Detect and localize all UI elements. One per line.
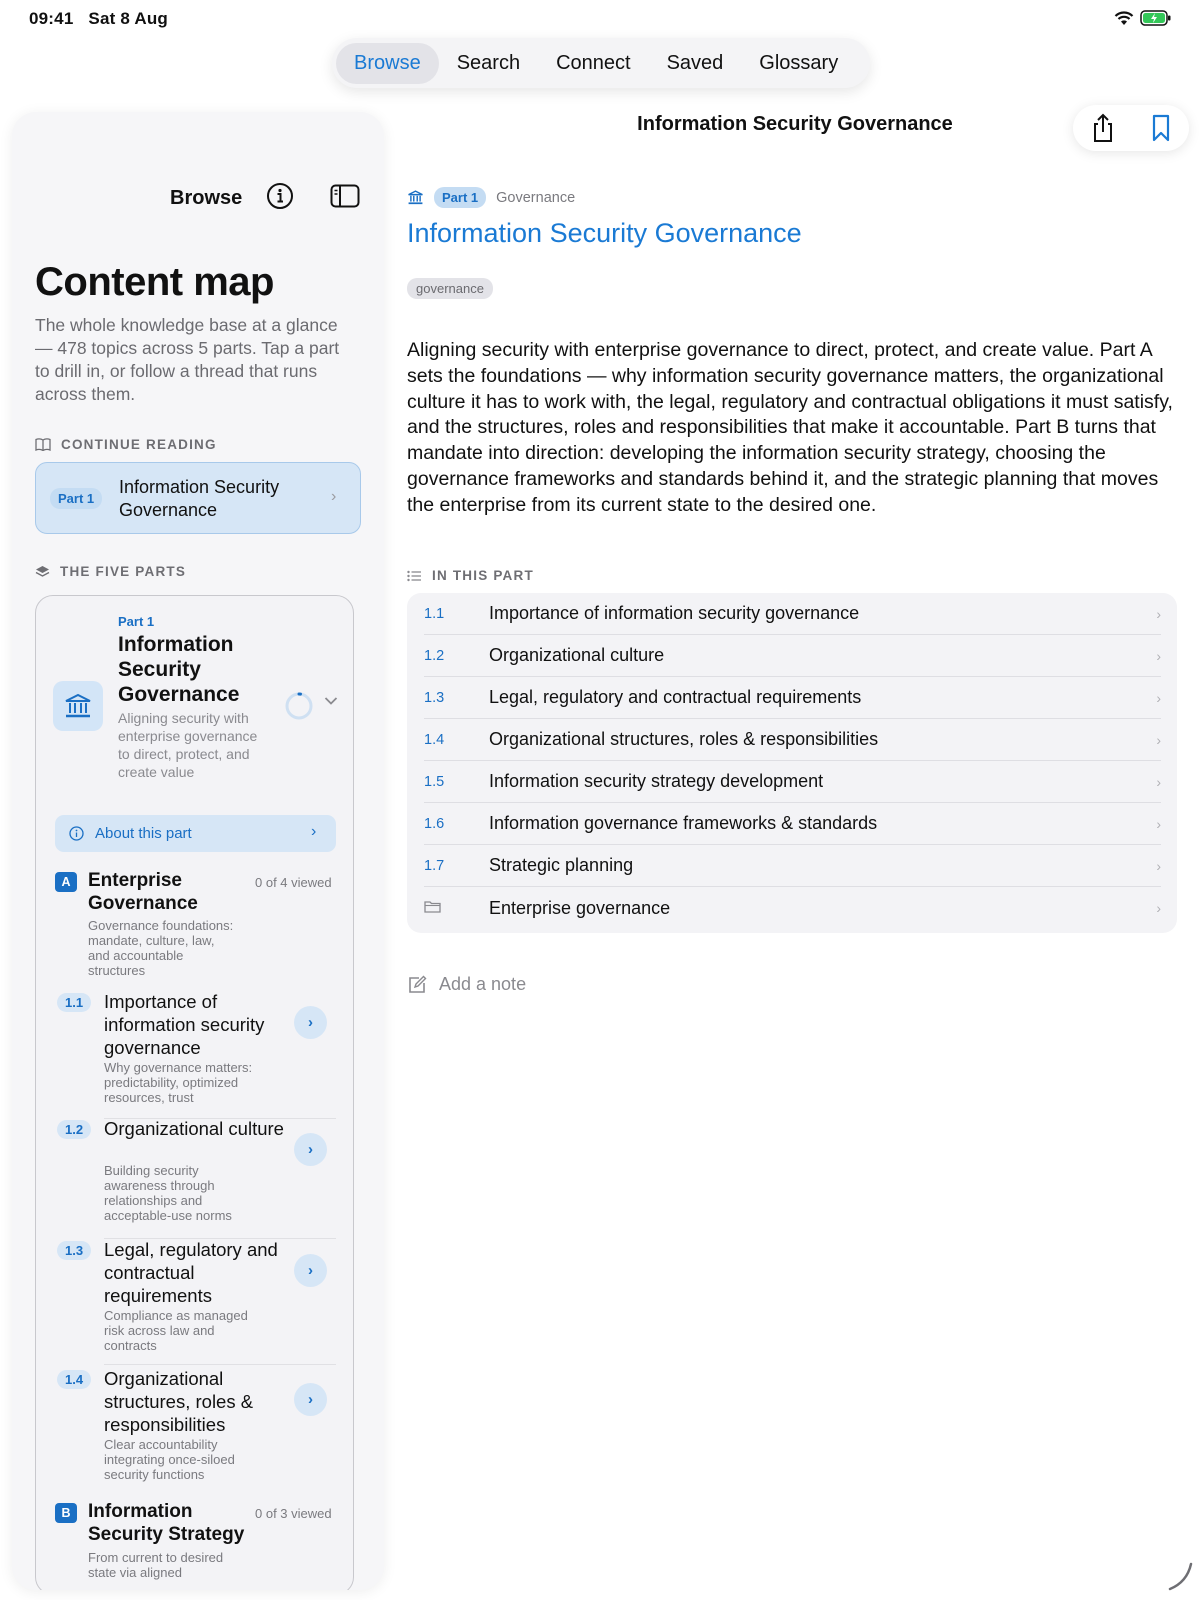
info-circle-icon	[69, 826, 84, 841]
tab-saved[interactable]: Saved	[666, 51, 724, 74]
topic-description: Compliance as managed risk across law and contracts	[104, 1308, 248, 1353]
scroll-indicator-icon	[1164, 1562, 1194, 1592]
part-card	[35, 595, 354, 1590]
row-number: 1.5	[424, 773, 445, 790]
detail-actions	[1073, 105, 1189, 151]
row-label: Legal, regulatory and contractual requirements	[489, 687, 862, 707]
five-parts-label: THE FIVE PARTS	[60, 564, 187, 579]
topic-open-button[interactable]: ›	[294, 1383, 327, 1416]
chevron-right-icon: ›	[311, 823, 317, 840]
topic-open-button[interactable]: ›	[294, 1133, 327, 1166]
detail-body: Aligning security with enterprise governance to direct, protect, and create value. Part A sets the foundations — why information security governance matters, the organizational culture it has to work with, the legal, regulatory and contractual obligations it must satisfy, and the structures, roles and responsibilities that make it accountable. Part B turns that mandate into direction: developing the information security strategy, choosing the governance frameworks and standards behind it, and the strategic planning that moves the enterprise from its current state to the desired one.	[407, 339, 1173, 516]
topic-title: Importance of information security governance	[104, 991, 265, 1058]
table-row[interactable]	[424, 845, 1161, 887]
topic-description: Clear accountability integrating once-siloed security functions	[104, 1437, 235, 1482]
section-badge: A	[55, 872, 77, 892]
row-number: 1.2	[424, 647, 445, 664]
chevron-right-icon: ›	[1156, 815, 1161, 832]
add-note-button[interactable]	[407, 974, 526, 995]
topic-list	[407, 593, 1177, 933]
section-viewed-count: 0 of 3 viewed	[255, 1506, 332, 1521]
table-row[interactable]	[424, 677, 1161, 719]
part-title[interactable]: Information Security Governance	[118, 633, 240, 706]
tab-browse[interactable]: Browse	[336, 43, 439, 84]
continue-reading-card[interactable]	[35, 462, 361, 534]
detail-nav-title: Information Security Governance	[637, 113, 953, 135]
sidebar-nav-title: Browse	[170, 187, 243, 209]
sidebar-toggle-icon[interactable]	[330, 184, 360, 208]
table-row[interactable]	[424, 803, 1161, 845]
row-number: 1.1	[424, 605, 445, 622]
row-number: 1.4	[424, 731, 445, 748]
tab-connect[interactable]: Connect	[556, 51, 631, 74]
bank-icon	[64, 693, 92, 719]
wifi-icon	[1114, 11, 1134, 26]
topic-number: 1.3	[57, 1241, 91, 1260]
row-label: Information governance frameworks & standards	[489, 813, 878, 833]
chevron-right-icon: ›	[1156, 689, 1161, 706]
continue-title: Information Security Governance	[119, 477, 280, 520]
topic-number: 1.1	[57, 993, 91, 1012]
topic-number: 1.2	[57, 1120, 91, 1139]
part-label: Part 1	[118, 614, 155, 629]
chevron-down-icon[interactable]	[324, 696, 338, 706]
battery-charging-icon	[1140, 10, 1172, 26]
table-row[interactable]	[424, 761, 1161, 803]
part-icon	[53, 681, 103, 731]
top-tab-bar	[332, 38, 870, 88]
bank-icon	[407, 190, 424, 205]
about-part-label: About this part	[95, 825, 192, 842]
status-icons	[1114, 10, 1172, 26]
topic-title: Organizational culture	[104, 1118, 284, 1139]
add-note-label: Add a note	[439, 974, 527, 994]
topic-description: Building security awareness through relationships and acceptable-use norms	[104, 1163, 232, 1223]
book-icon	[35, 438, 51, 451]
topic-title: Legal, regulatory and contractual requirements	[104, 1239, 278, 1306]
row-label: Organizational structures, roles & responsibilities	[489, 729, 879, 749]
tab-search[interactable]: Search	[456, 51, 521, 74]
section-description: Governance foundations: mandate, culture, law, and accountable structures	[88, 918, 234, 978]
continue-part-badge: Part 1	[50, 488, 102, 509]
layers-icon	[35, 565, 50, 579]
table-row[interactable]	[424, 887, 1161, 929]
chevron-right-icon: ›	[1156, 773, 1161, 790]
chevron-right-icon: ›	[1156, 900, 1161, 916]
breadcrumb	[407, 187, 575, 208]
topic-open-button[interactable]: ›	[294, 1006, 327, 1039]
row-label: Organizational culture	[489, 645, 665, 665]
section-title[interactable]: Information Security Strategy	[88, 1501, 245, 1545]
row-number: 1.3	[424, 689, 445, 706]
topic-open-button[interactable]: ›	[294, 1254, 327, 1287]
info-icon[interactable]	[266, 182, 294, 210]
status-bar-time	[29, 9, 178, 29]
page-subtitle: The whole knowledge base at a glance — 478 topics across 5 parts. Tap a part to drill in, or follow a thread that runs across them.	[35, 315, 340, 404]
tag-badge[interactable]: governance	[407, 278, 493, 299]
row-icon	[424, 900, 489, 917]
bookmark-icon[interactable]	[1151, 114, 1171, 142]
progress-ring-icon	[284, 691, 314, 721]
compose-icon	[407, 975, 427, 995]
sidebar	[12, 112, 384, 1590]
topic-title: Organizational structures, roles & responsibilities	[104, 1368, 254, 1435]
chevron-right-icon: ›	[1156, 647, 1161, 664]
continue-reading-label: CONTINUE READING	[61, 437, 217, 452]
detail-heading: Information Security Governance	[407, 218, 802, 248]
tab-glossary[interactable]: Glossary	[759, 51, 839, 74]
row-number: 1.7	[424, 857, 445, 874]
part-description: Aligning security with enterprise governance to direct, protect, and create value	[118, 710, 258, 780]
in-this-part-heading	[407, 568, 534, 583]
page-title: Content map	[35, 260, 274, 304]
row-number: 1.6	[424, 815, 445, 832]
table-row[interactable]	[424, 635, 1161, 677]
continue-reading-heading	[35, 437, 217, 452]
topic-number: 1.4	[57, 1370, 91, 1389]
section-viewed-count: 0 of 4 viewed	[255, 875, 332, 890]
row-label: Strategic planning	[489, 855, 634, 875]
topic-description: Why governance matters: predictability, optimized resources, trust	[104, 1060, 253, 1105]
breadcrumb-part[interactable]: Part 1	[434, 187, 486, 208]
divider	[104, 1364, 336, 1365]
chevron-right-icon: ›	[1156, 605, 1161, 622]
section-description: From current to desired state via aligned	[88, 1550, 224, 1580]
chevron-right-icon: ›	[1156, 731, 1161, 748]
chevron-right-icon: ›	[1156, 857, 1161, 874]
row-label: Information security strategy development	[489, 771, 824, 791]
row-label: Importance of information security governance	[489, 603, 860, 623]
chevron-right-icon: ›	[331, 488, 337, 505]
row-label: Enterprise governance	[489, 897, 671, 918]
folder-icon	[424, 900, 441, 913]
list-icon	[407, 570, 422, 582]
in-this-part-label: IN THIS PART	[432, 568, 534, 583]
table-row[interactable]	[424, 719, 1161, 761]
table-row[interactable]	[424, 593, 1161, 635]
share-icon[interactable]	[1091, 113, 1115, 143]
section-badge: B	[55, 1503, 77, 1523]
section-title[interactable]: Enterprise Governance	[88, 870, 198, 914]
status-time: 09:41	[29, 9, 74, 28]
about-part-button[interactable]	[55, 815, 336, 852]
status-date: Sat 8 Aug	[88, 9, 168, 28]
five-parts-heading	[35, 564, 186, 579]
breadcrumb-section[interactable]: Governance	[496, 189, 576, 206]
